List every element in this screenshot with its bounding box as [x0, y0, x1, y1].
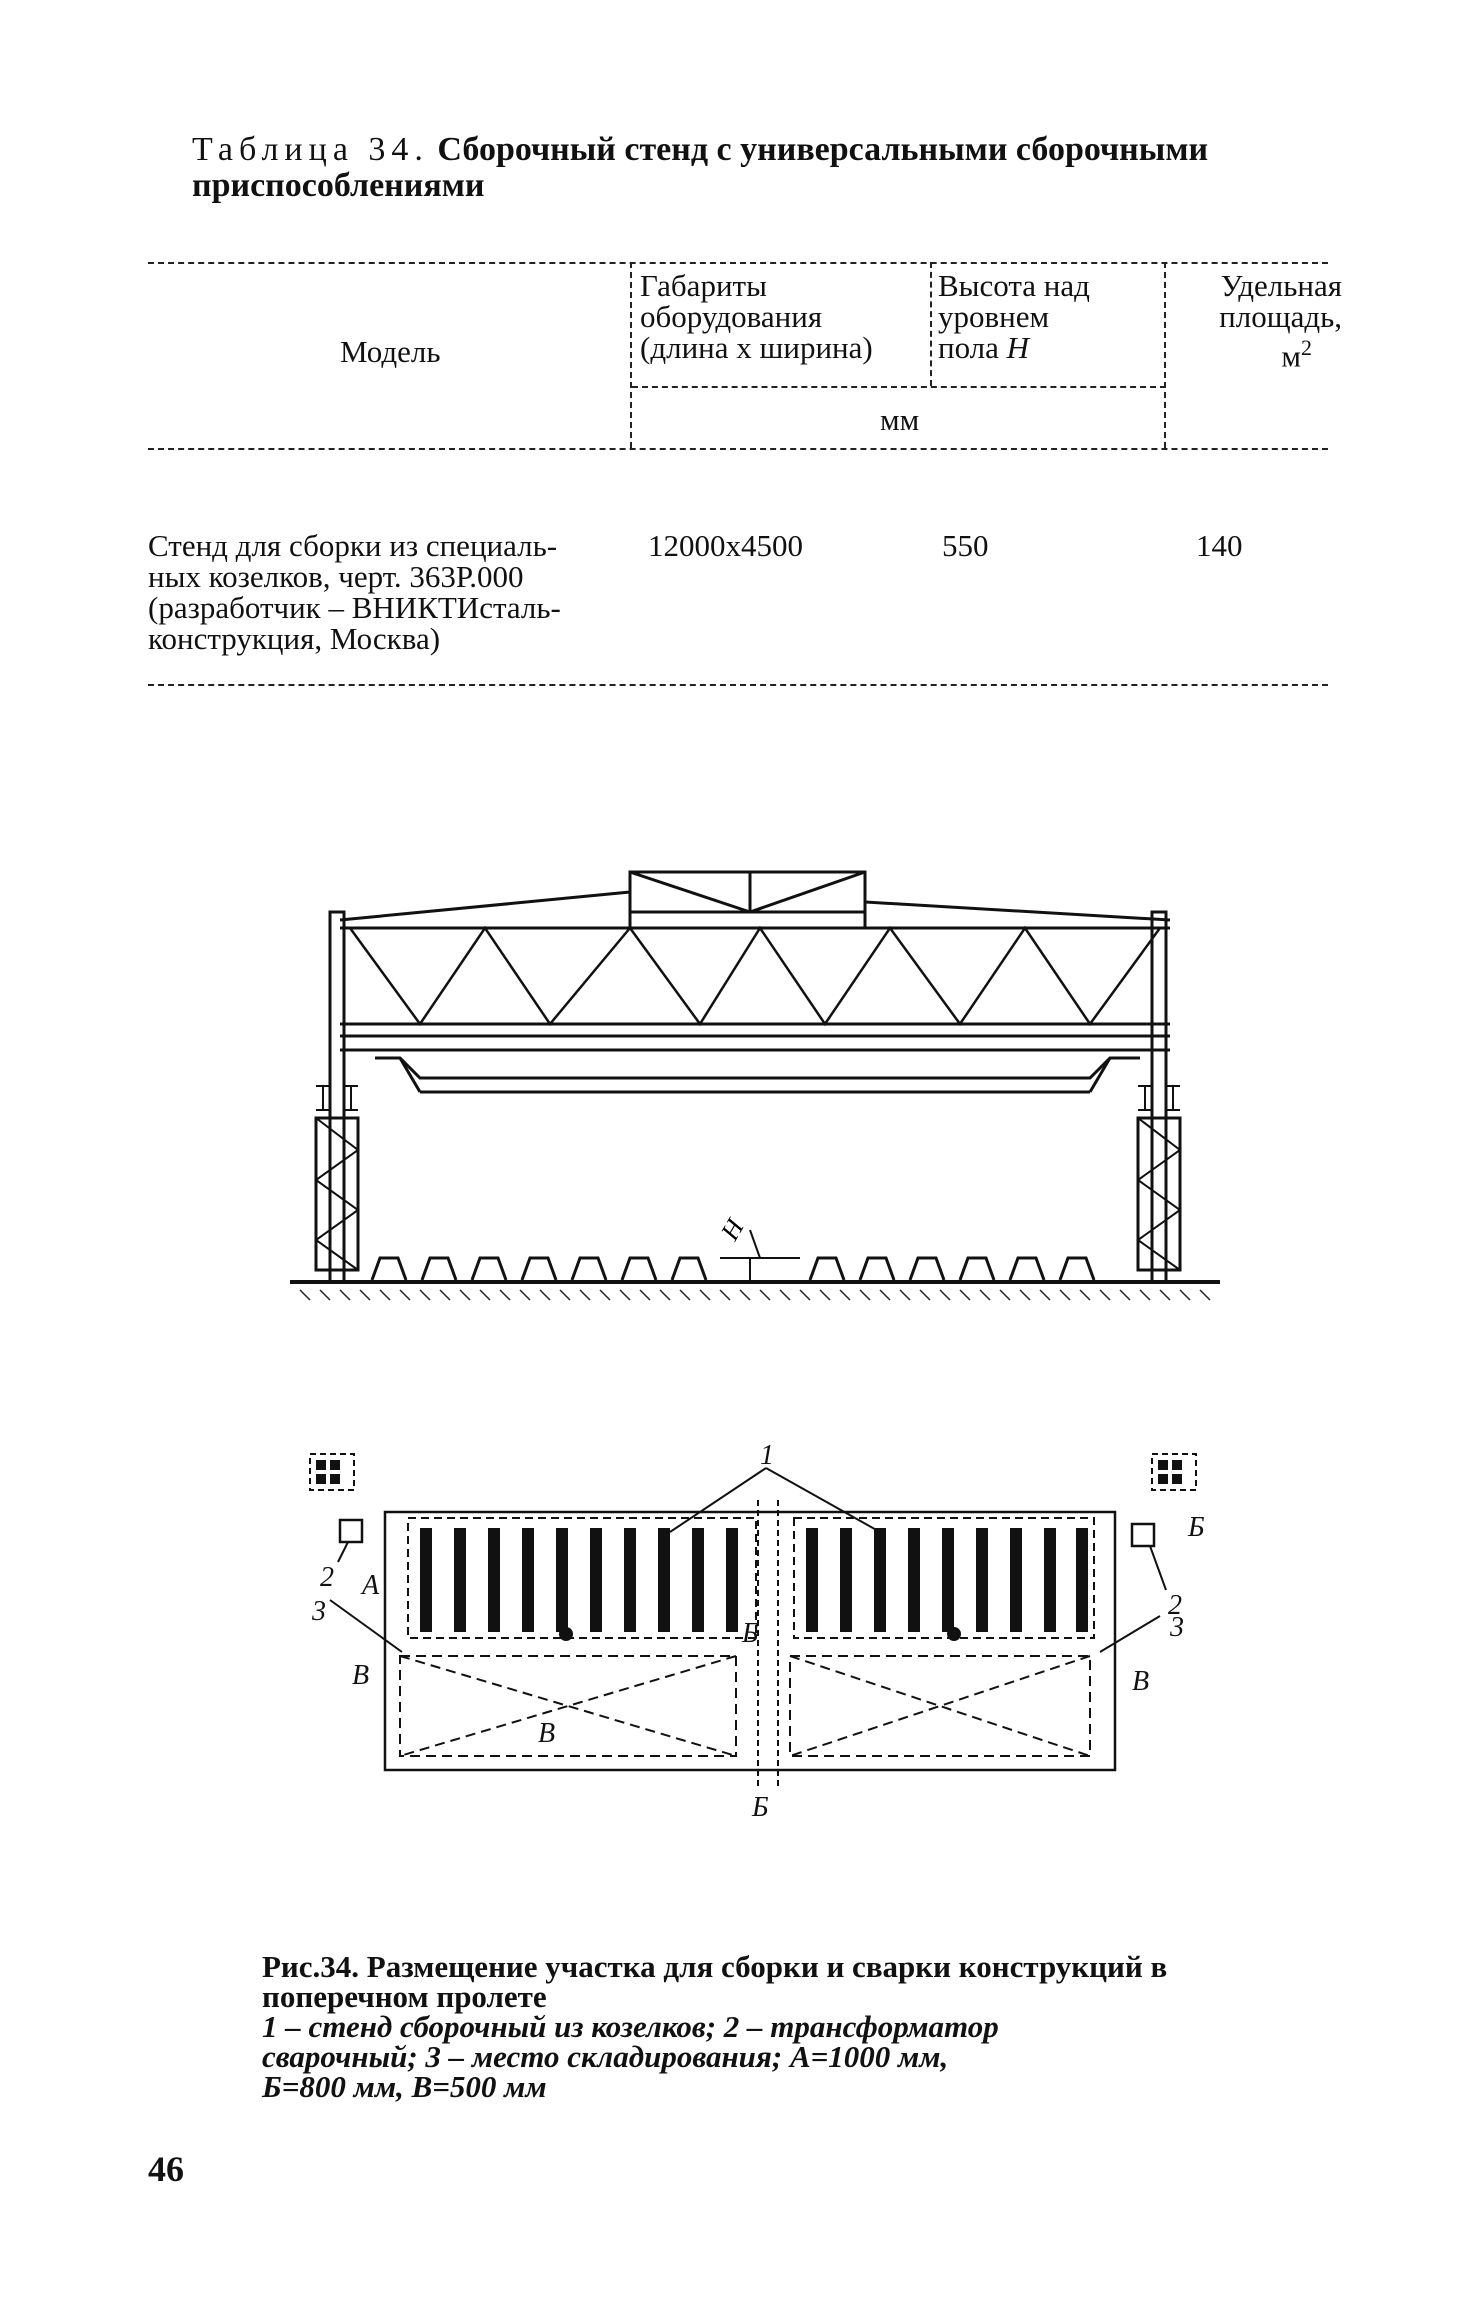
header-unit: мм: [880, 402, 920, 437]
callout-b-mid: Б: [742, 1618, 759, 1649]
table-top-rule: [148, 262, 1328, 264]
unit-rule: [632, 386, 1166, 388]
figure-caption: [262, 1949, 1212, 2104]
col-divider-1: [630, 262, 632, 448]
figure-title: Рис.34. Размещение участка для сборки и сварки конструкций в поперечном пролете: [262, 1949, 1168, 2014]
callout-v-right: В: [1132, 1666, 1150, 1697]
table-bottom-rule: [148, 684, 1328, 686]
label-h: H: [715, 1214, 750, 1245]
figure-legend-1: 1 – стенд сборочный из козелков; 2 – трансформатор: [262, 2009, 999, 2044]
table-number: Таблица 34.: [192, 131, 429, 168]
figure-legend-3: Б=800 мм, В=500 мм: [262, 2069, 547, 2104]
stand-bars: [316, 1460, 1182, 1641]
page-number: 46: [148, 2149, 184, 2189]
callout-v-left: В: [352, 1660, 370, 1691]
callout-a: А: [362, 1570, 380, 1601]
col-divider-3: [1164, 262, 1166, 448]
callout-b-right: Б: [1188, 1512, 1205, 1543]
callout-1: 1: [760, 1440, 774, 1471]
header-height: Высота над уровнем пола H: [938, 268, 1090, 365]
plan-drawing: [290, 1440, 1230, 1860]
callout-v-bottom: В: [538, 1718, 556, 1749]
callout-b-bottom: Б: [752, 1792, 769, 1823]
header-area: Удельная площадь, $м^2$: [1219, 268, 1342, 374]
callout-3-right: 3: [1170, 1612, 1184, 1643]
row-dimensions: 12000х4500: [648, 528, 803, 563]
col-divider-2: [930, 262, 932, 386]
callout-2-right: 2: [1168, 1590, 1182, 1621]
table-header-rule: [148, 448, 1328, 450]
callout-2-left: 2: [320, 1562, 334, 1593]
header-dimensions: Габариты оборудования (длина х ширина): [640, 268, 873, 365]
section-drawing: [280, 850, 1230, 1310]
header-model: Модель: [340, 334, 441, 369]
callout-3-left: 3: [312, 1596, 326, 1627]
row-height: 550: [942, 528, 989, 563]
figure-legend-2: сварочный; 3 – место складирования; А=1000 мм,: [262, 2039, 949, 2074]
row-area: 140: [1196, 528, 1243, 563]
row-model: Стенд для сборки из специаль- ных козелков, черт. 363Р.000 (разработчик – ВНИКТИсталь- конструкция, Москва): [148, 528, 561, 656]
table-title: Сборочный стенд с универсальными сборочными приспособлениями: [192, 131, 1209, 204]
table-caption: [192, 132, 1312, 204]
